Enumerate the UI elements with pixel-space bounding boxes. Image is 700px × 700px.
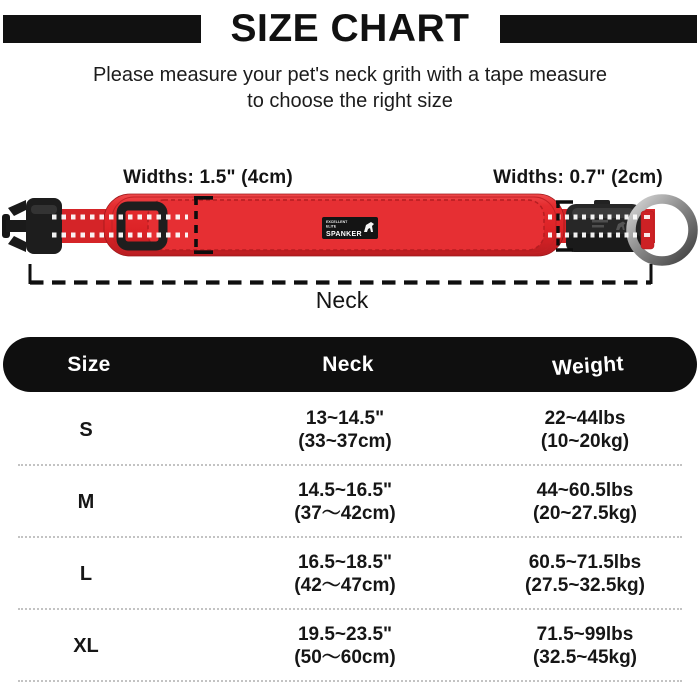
fold-stitch-bottom bbox=[644, 233, 650, 237]
neck-centimeters: (33~37cm) bbox=[298, 431, 392, 452]
weight-kilograms: (20~27.5kg) bbox=[532, 503, 638, 524]
column-header-weight: Weight bbox=[551, 351, 625, 380]
neck-value bbox=[172, 551, 518, 597]
neck-inches: 19.5~23.5" bbox=[297, 624, 393, 645]
weight-kilograms: (32.5~45kg) bbox=[532, 647, 638, 668]
neck-centimeters: (50～60cm) bbox=[294, 647, 396, 668]
subtitle-line-1: Please measure your pet's neck grith with a tape measure bbox=[92, 64, 608, 86]
neck-centimeters: (42～47cm) bbox=[294, 575, 396, 596]
table-body bbox=[0, 394, 700, 682]
width-annotation-right: Widths: 0.7" (2cm) bbox=[493, 167, 663, 188]
weight-value bbox=[518, 407, 700, 453]
neck-centimeters: (37～42cm) bbox=[294, 503, 396, 524]
left-buckle bbox=[2, 198, 62, 254]
weight-pounds: 71.5~99lbs bbox=[536, 624, 634, 645]
size-value: S bbox=[79, 418, 93, 441]
brand-label-patch bbox=[322, 217, 378, 239]
size-value: M bbox=[77, 490, 95, 513]
page-title: SIZE CHART bbox=[230, 7, 470, 50]
neck-value bbox=[172, 407, 518, 453]
table-row bbox=[0, 610, 700, 682]
table-row bbox=[0, 394, 700, 466]
brand-line2: ELITE bbox=[326, 224, 337, 229]
subtitle-line-2: to choose the right size bbox=[247, 90, 453, 112]
subtitle bbox=[0, 62, 700, 114]
weight-pounds: 60.5~71.5lbs bbox=[528, 552, 642, 573]
brand-name: SPANKER bbox=[326, 231, 362, 238]
weight-kilograms: (10~20kg) bbox=[540, 431, 630, 452]
column-header-neck: Neck bbox=[322, 352, 374, 376]
size-value: L bbox=[79, 562, 93, 585]
weight-pounds: 44~60.5lbs bbox=[536, 480, 634, 501]
title-row bbox=[0, 7, 700, 50]
neck-value bbox=[172, 623, 518, 669]
neck-dimension-label: Neck bbox=[315, 287, 369, 313]
weight-value bbox=[518, 551, 700, 597]
column-header-size: Size bbox=[67, 352, 111, 376]
neck-value bbox=[172, 479, 518, 525]
table-row bbox=[0, 466, 700, 538]
weight-pounds: 22~44lbs bbox=[544, 408, 626, 429]
width-annotation-left: Widths: 1.5" (4cm) bbox=[123, 167, 293, 188]
table-row bbox=[0, 538, 700, 610]
row-divider bbox=[18, 680, 682, 682]
brand-line1: EXCELLENT bbox=[326, 220, 348, 225]
size-value: XL bbox=[73, 634, 99, 657]
weight-value bbox=[518, 623, 700, 669]
weight-kilograms: (27.5~32.5kg) bbox=[525, 575, 645, 596]
weight-value bbox=[518, 479, 700, 525]
neck-inches: 14.5~16.5" bbox=[297, 480, 393, 501]
title-decoration-right-bar bbox=[500, 15, 698, 43]
neck-inches: 13~14.5" bbox=[305, 408, 385, 429]
title-decoration-left-bar bbox=[3, 15, 201, 43]
neck-inches: 16.5~18.5" bbox=[297, 552, 393, 573]
neck-dimension-line bbox=[30, 264, 651, 284]
fold-stitch-top bbox=[644, 215, 650, 219]
table-header bbox=[3, 337, 697, 392]
